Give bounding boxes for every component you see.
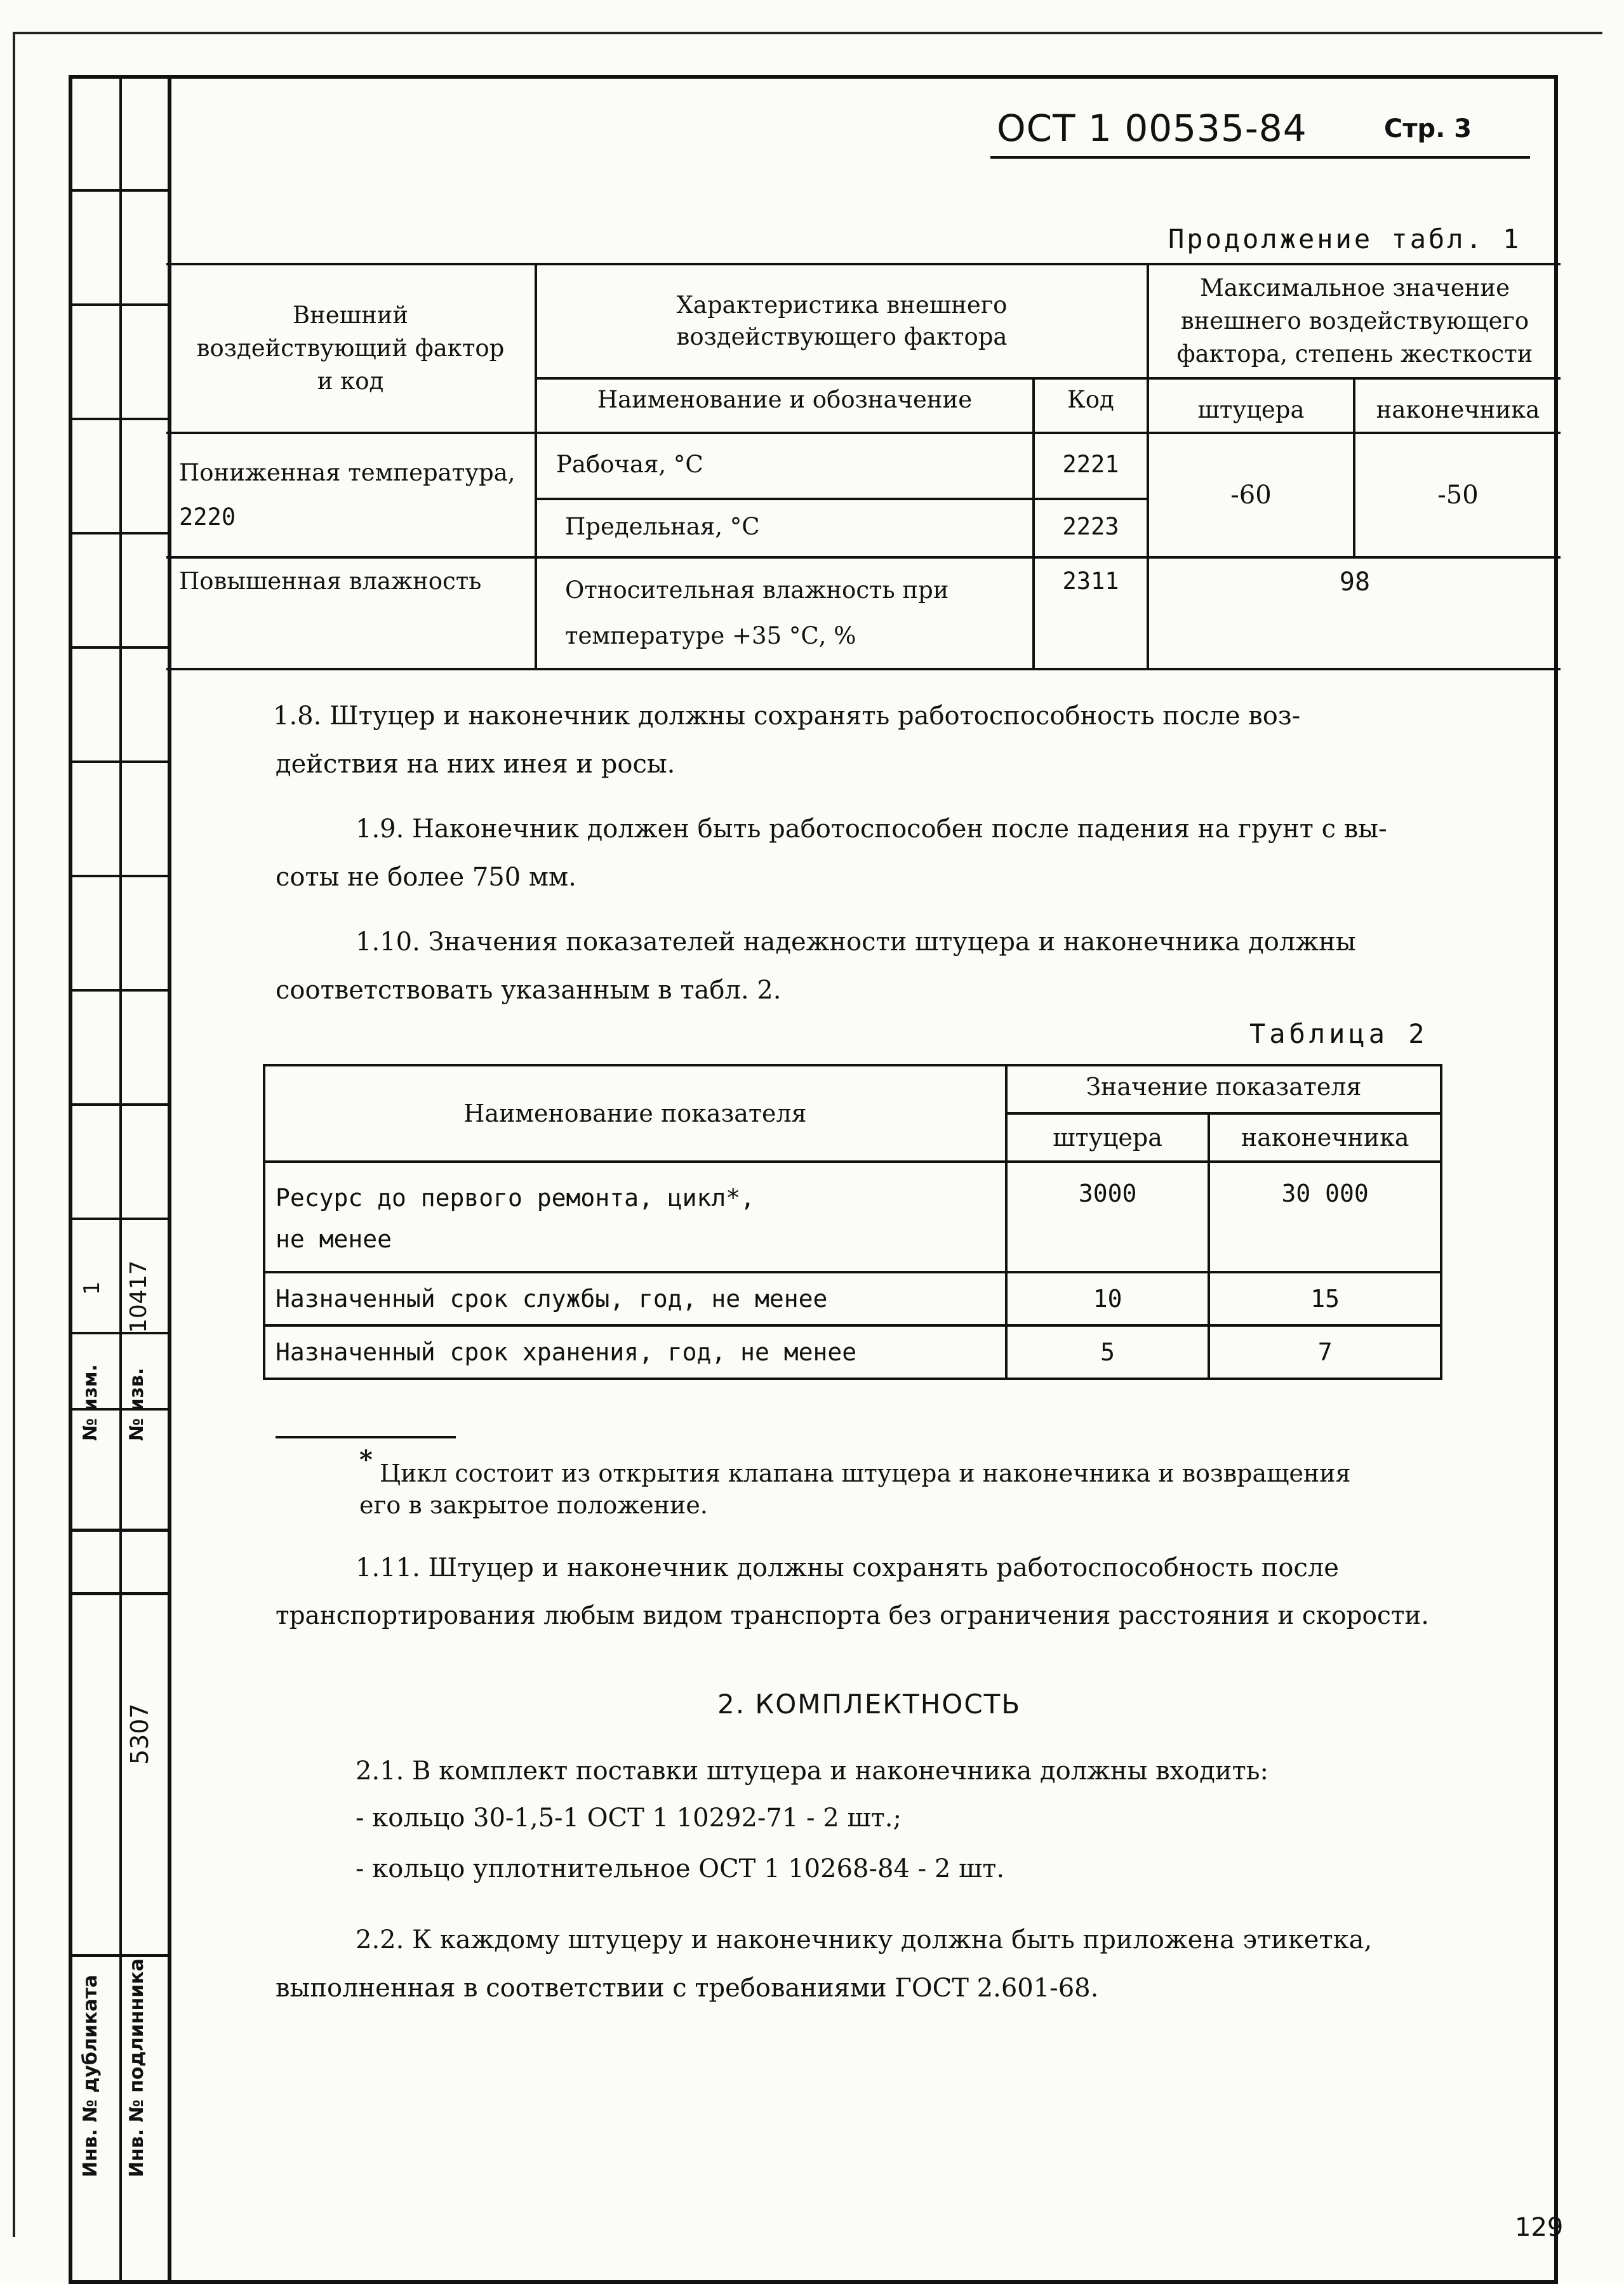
t2-row-name: Ресурс до первого ремонта, цикл*, не менее [264,1162,1006,1272]
t2-head-name: Наименование показателя [264,1065,1006,1162]
para-2-1: 2.1. В комплект поставки штуцера и наконечника должны входить: [356,1756,1268,1786]
t2-row-tip: 30 000 [1209,1162,1441,1272]
t2-row-tip: 15 [1209,1272,1441,1325]
t1-head-char: Характеристика внешнего воздействующего фактора [536,264,1148,378]
page-label: Стр. 3 [1384,114,1472,143]
izm-label: № изм. [79,1364,102,1441]
t1-row2-factor: Повышенная влажность [166,557,536,669]
para-2-2-cont: выполненная в соответствии с требованиями ГОСТ 2.601-68. [276,1974,1099,2003]
t1-head-max: Максимальное значение внешнего воздействующего фактора, степень жесткости [1148,264,1561,378]
t1-row1-factor: Пониженная температура, 2220 [166,433,536,557]
t1-row1-code-a: 2221 [1034,433,1148,499]
inv-dup-label: Инв. № дубликата [79,1974,102,2177]
table1-caption: Продолжение табл. 1 [1168,223,1522,255]
t1-row1-name-a: Рабочая, °С [536,433,1034,499]
table2 [263,1064,1442,1380]
t1-head-name: Наименование и обозначение [536,378,1034,433]
footnote-mark: * [359,1445,373,1475]
table2-caption: Таблица 2 [1249,1018,1428,1049]
t2-row-name: Назначенный срок службы, год, не менее [264,1272,1006,1325]
table1 [166,263,1561,670]
t1-row1-name-b: Предельная, °С [536,499,1034,558]
section-2-title: 2. КОМПЛЕКТНОСТЬ [717,1689,1022,1720]
doc-code: ОСТ 1 00535-84 [997,107,1307,150]
t2-row-fitting: 5 [1006,1325,1209,1379]
t2-row-name: Назначенный срок хранения, год, не менее [264,1325,1006,1379]
izv-label: № изв. [126,1367,148,1441]
t1-row2-code: 2311 [1034,557,1148,669]
para-2-2: 2.2. К каждому штуцеру и наконечнику должна быть приложена этикетка, [356,1925,1373,1955]
t1-row1-tip: -50 [1354,433,1561,557]
t2-row-fitting: 10 [1006,1272,1209,1325]
izv-value: 10417 [126,1260,152,1333]
inv-orig-value: 5307 [126,1703,154,1765]
table-row [264,1272,1441,1325]
side-stamp [69,75,169,2284]
t1-head-fitting: штуцера [1148,378,1354,433]
t2-head-tip: наконечника [1209,1113,1441,1162]
para-1-11: 1.11. Штуцер и наконечник должны сохранять работоспособность после [356,1553,1339,1583]
t1-row1-fitting: -60 [1148,433,1354,557]
izm-value: 1 [79,1281,105,1295]
t1-head-factor: Внешний воздействующий фактор и код [166,264,536,433]
para-1-9: 1.9. Наконечник должен быть работоспособен после падения на грунт с вы- [356,814,1387,844]
t1-head-code: Код [1034,378,1148,433]
doc-code-underline [990,156,1530,159]
footnote-text-cont: его в закрытое положение. [359,1491,708,1519]
t1-head-tip: наконечника [1354,378,1561,433]
t2-head-fitting: штуцера [1006,1113,1209,1162]
t1-row2-name: Относительная влажность при температуре +35 °С, % [536,557,1034,669]
page-number: 129 [1515,2213,1564,2242]
t1-row2-value: 98 [1148,557,1561,669]
para-2-1-item1: - кольцо 30-1,5-1 ОСТ 1 10292-71 - 2 шт.; [356,1803,902,1833]
table-row [264,1162,1441,1272]
table-row [264,1325,1441,1379]
footnote-rule [276,1436,456,1438]
inv-orig-label: Инв. № подлинника [126,1958,148,2177]
t1-row1-code-b: 2223 [1034,499,1148,558]
para-2-1-item2: - кольцо уплотнительное ОСТ 1 10268-84 - 2 шт. [356,1854,1005,1883]
para-1-11-cont: транспортирования любым видом транспорта без ограничения расстояния и скорости. [276,1602,1429,1630]
para-1-10: 1.10. Значения показателей надежности штуцера и наконечника должны [356,927,1356,957]
para-1-10-cont: соответствовать указанным в табл. 2. [276,976,782,1005]
footnote-text: Цикл состоит из открытия клапана штуцера и наконечника и возвращения [380,1459,1351,1487]
para-1-8-cont: действия на них инея и росы. [276,750,676,779]
para-1-9-cont: соты не более 750 мм. [276,863,576,892]
t2-head-value: Значение показателя [1006,1065,1441,1113]
t2-row-fitting: 3000 [1006,1162,1209,1272]
para-1-8: 1.8. Штуцер и наконечник должны сохранять работоспособность после воз- [273,701,1301,731]
t2-row-tip: 7 [1209,1325,1441,1379]
